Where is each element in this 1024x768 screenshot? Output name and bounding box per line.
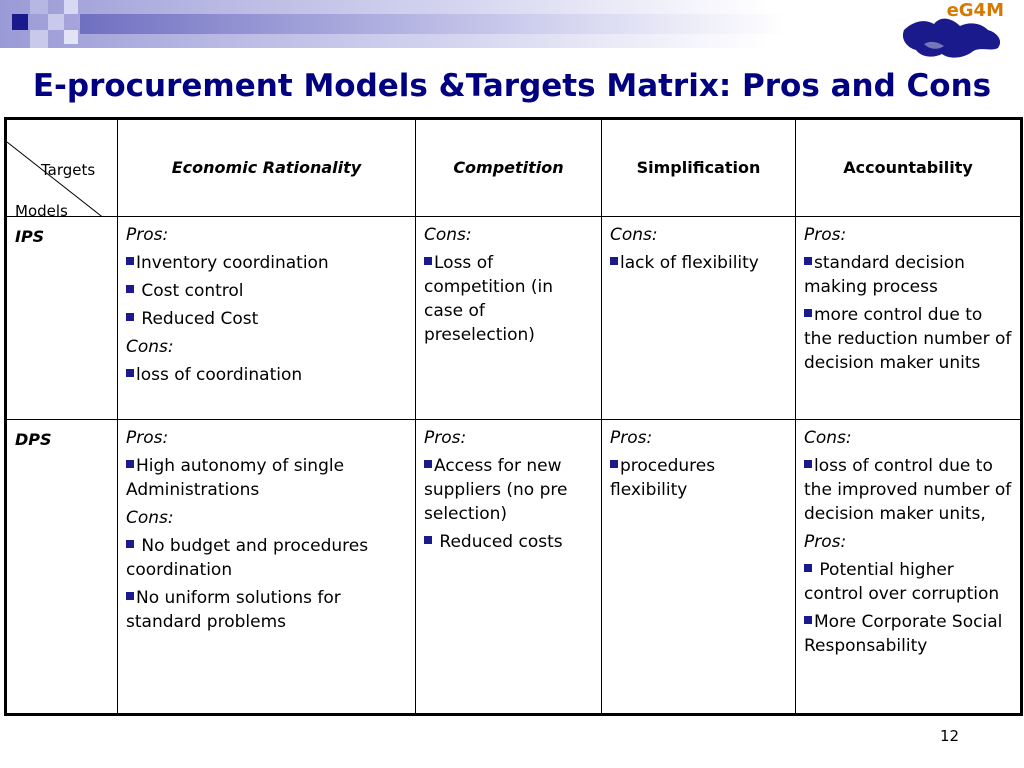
bullet-icon xyxy=(804,460,812,468)
bullet-icon xyxy=(126,369,134,377)
model-name-dps: DPS xyxy=(15,430,52,449)
cell-ips-accountability xyxy=(796,217,1022,420)
list-item: Access for new suppliers (no pre selection) xyxy=(424,456,568,524)
bullet-icon xyxy=(804,257,812,265)
list-item: Potential higher control over corruption xyxy=(804,560,1000,604)
page-title: E-procurement Models &Targets Matrix: Pros and Cons xyxy=(32,68,992,104)
list-item: No uniform solutions for standard problems xyxy=(126,588,341,632)
bullet-icon xyxy=(804,564,812,572)
list-item: Inventory coordination xyxy=(126,251,407,275)
cell-dps-accountability xyxy=(796,420,1022,715)
list-item: More Corporate Social Responsability xyxy=(804,612,1003,656)
bullet-icon xyxy=(424,257,432,265)
model-name-ips: IPS xyxy=(15,227,45,246)
list-item: standard decision making process xyxy=(804,253,965,297)
cell-ips-economic xyxy=(118,217,416,420)
list-item: Reduced Cost xyxy=(126,307,407,331)
pros-label: Pros: xyxy=(126,428,169,448)
page-number: 12 xyxy=(940,727,960,745)
bullet-icon xyxy=(804,309,812,317)
bullet-icon xyxy=(610,257,618,265)
pros-label: Pros: xyxy=(610,428,653,448)
column-header-simplification: Simplification xyxy=(602,119,796,217)
pros-label: Pros: xyxy=(424,428,467,448)
cons-label: Cons: xyxy=(126,337,174,357)
cons-label: Cons: xyxy=(610,225,658,245)
list-item: Loss of competition (in case of preselection) xyxy=(424,253,554,345)
cell-dps-simplification xyxy=(602,420,796,715)
bullet-icon xyxy=(610,460,618,468)
header-square-decoration xyxy=(64,0,78,14)
bullet-icon xyxy=(126,257,134,265)
header-band xyxy=(80,14,910,34)
list-item: loss of coordination xyxy=(126,363,407,387)
cons-label: Cons: xyxy=(126,508,174,528)
pros-label: Pros: xyxy=(804,225,847,245)
targets-label: Targets xyxy=(41,161,96,179)
column-header-accountability: Accountability xyxy=(796,119,1022,217)
cell-ips-competition xyxy=(416,217,602,420)
header-square-decoration xyxy=(30,30,48,48)
header-row xyxy=(6,119,1022,217)
list-item: High autonomy of single Administrations xyxy=(126,456,345,500)
column-header-economic-rationality: Economic Rationality xyxy=(118,119,416,217)
bullet-icon xyxy=(126,540,134,548)
model-cell xyxy=(6,420,118,715)
header-square-decoration xyxy=(64,30,78,44)
column-header-competition: Competition xyxy=(416,119,602,217)
cell-dps-competition xyxy=(416,420,602,715)
bullet-icon xyxy=(126,592,134,600)
pros-cons-matrix xyxy=(4,117,1023,716)
list-item: procedures flexibility xyxy=(610,456,716,500)
list-item: more control due to the reduction number of decision maker units xyxy=(804,305,1012,373)
bullet-icon xyxy=(126,285,134,293)
list-item: loss of control due to the improved number of decision maker units, xyxy=(804,456,1012,524)
list-item: lack of flexibility xyxy=(610,251,787,275)
bullet-icon xyxy=(804,616,812,624)
pros-label: Pros: xyxy=(804,532,847,552)
cell-dps-economic xyxy=(118,420,416,715)
list-item: No budget and procedures coordination xyxy=(126,536,369,580)
bullet-icon xyxy=(424,536,432,544)
logo-text: eG4M xyxy=(946,0,1004,21)
list-item: Cost control xyxy=(126,279,407,303)
corner-cell xyxy=(6,119,118,220)
cons-label: Cons: xyxy=(424,225,472,245)
pros-label: Pros: xyxy=(126,225,169,245)
header-square-decoration xyxy=(12,14,28,30)
models-label: Models xyxy=(15,202,68,220)
bullet-icon xyxy=(126,460,134,468)
model-cell xyxy=(6,217,118,420)
table-row-ips xyxy=(6,217,1022,420)
cell-ips-simplification xyxy=(602,217,796,420)
header-square-decoration xyxy=(30,0,48,14)
list-item: Reduced costs xyxy=(424,530,593,554)
bullet-icon xyxy=(126,313,134,321)
cons-label: Cons: xyxy=(804,428,852,448)
bullet-icon xyxy=(424,460,432,468)
header-square-decoration xyxy=(48,14,64,30)
table-row-dps xyxy=(6,420,1022,715)
